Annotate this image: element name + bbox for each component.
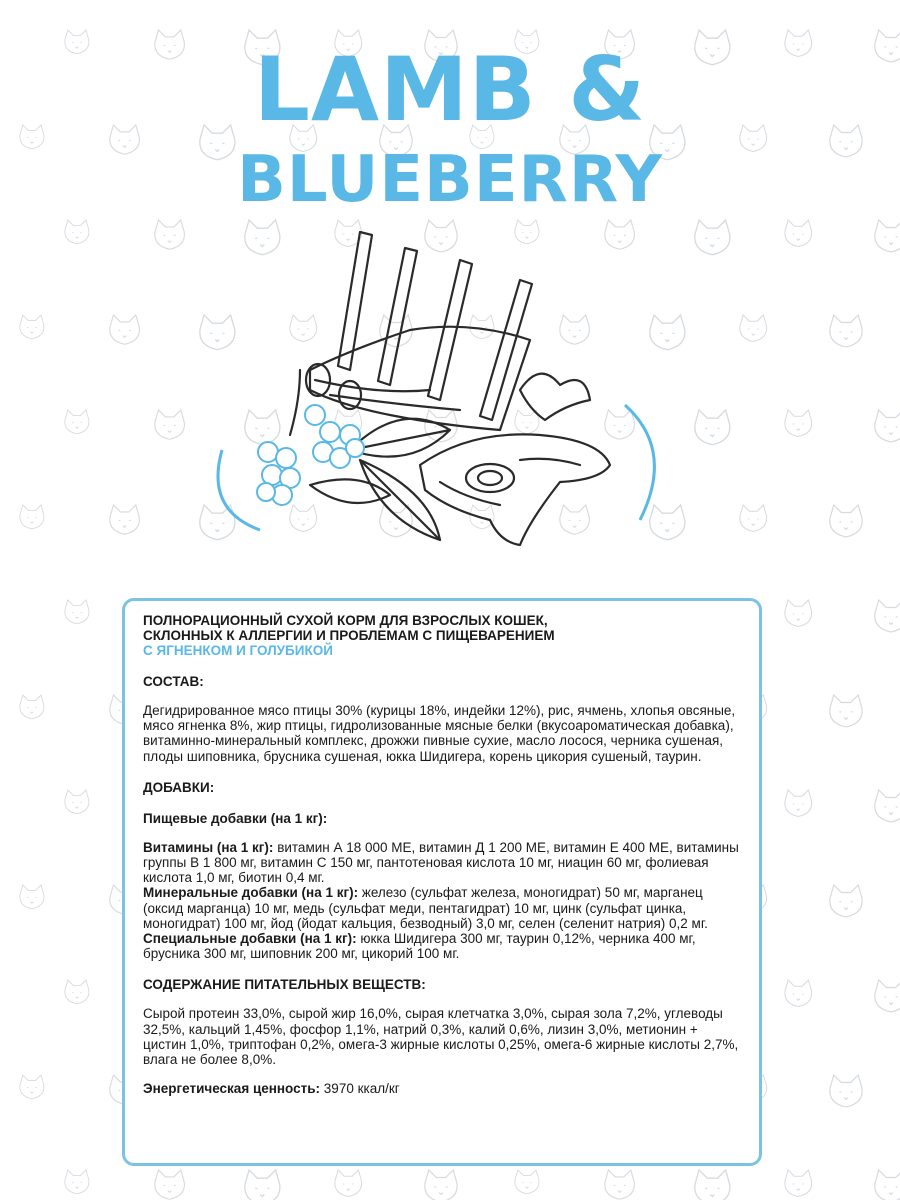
product-heading-line-1: ПОЛНОРАЦИОННЫЙ СУХОЙ КОРМ ДЛЯ ВЗРОСЛЫХ КОШЕК, (143, 613, 548, 628)
cat-doodle-icon (20, 695, 44, 719)
cat-doodle-icon (695, 1170, 730, 1200)
left-blue-arc (218, 450, 260, 530)
cat-doodle-icon (830, 1075, 862, 1107)
cat-doodle-icon (785, 980, 812, 1007)
cat-doodle-icon (785, 600, 812, 627)
special-additives-label: Специальные добавки (на 1 кг): (143, 931, 357, 947)
vitamins-paragraph (143, 840, 741, 886)
cat-doodle-icon (695, 220, 730, 255)
cat-doodle-icon (785, 1170, 812, 1197)
cat-doodle-icon (830, 315, 862, 347)
minerals-text: железо (сульфат железа, моногидрат) 50 мг, марганец (оксид марганца) 10 мг, медь (сульфат меди, пентагидрат) 10 мг, цинк (сульфат цинка, моногидрат) 100 мг, йод (йодат кальция, безводный) 3,0 мг, селен (селенит натрия) 0,2 мг. (143, 885, 708, 931)
cat-doodle-icon (20, 505, 44, 529)
composition-text: Дегидрированное мясо птицы 30% (курицы 18%, индейки 12%), рис, ячмень, хлопья овсяные, мясо ягненка 8%, жир птицы, гидролизованные мясные белки (вкусоароматическая добавка), витаминно-минеральный комплекс, дрожжи пивные сухие, масло лосося, черника сушеная, плоды шиповника, брусника сушеная, юкка Шидигера, корень цикория сушеный, таурин. (143, 703, 736, 764)
blueberries-icon (257, 405, 364, 505)
cat-doodle-icon (875, 1170, 900, 1200)
energy-paragraph (143, 1081, 741, 1096)
lamb-rack-blueberry-illustration (200, 220, 680, 600)
cat-doodle-icon (65, 220, 89, 244)
right-blue-arc (625, 405, 654, 520)
cat-doodle-icon (20, 1075, 44, 1099)
cat-doodle-icon (65, 790, 89, 814)
cat-doodle-icon (875, 220, 900, 252)
cat-doodle-icon (155, 220, 185, 249)
cat-doodle-icon (110, 505, 140, 534)
special-additives-text: юкка Шидигера 300 мг, таурин 0,12%, черника 400 мг, брусника 300 мг, шиповник 200 мг, цикорий 100 мг. (143, 931, 696, 962)
nutrients-text: Сырой протеин 33,0%, сырой жир 16,0%, сырая клетчатка 3,0%, сырая зола 7,2%, углеводы 32,5%, кальций 1,45%, фосфор 1,1%, натрий 0,3%, калий 0,6%, лизин 3,0%, метионин + цистин 1,0%, триптофан 0,2%, омега-3 жирные кислоты 0,25%, омега-6 жирные кислоты 2,7%, влага не более 8,0%. (143, 1006, 739, 1068)
food-additives-title: Пищевые добавки (на 1 кг): (143, 810, 328, 826)
minerals-label: Минеральные добавки (на 1 кг): (143, 885, 359, 901)
product-heading-line-2: СКЛОННЫХ К АЛЛЕРГИИ И ПРОБЛЕМАМ С ПИЩЕВАРЕНИЕМ (143, 628, 555, 643)
additives-title: ДОБАВКИ: (143, 779, 215, 795)
title-line-1: LAMB & (253, 38, 647, 141)
cat-doodle-icon (785, 220, 812, 247)
cat-doodle-icon (335, 1170, 362, 1197)
cat-doodle-icon (155, 410, 185, 439)
cat-doodle-icon (785, 790, 812, 817)
lamb-steak-icon (420, 434, 610, 545)
cat-doodle-icon (605, 1170, 635, 1199)
vitamins-text: витамин А 18 000 МЕ, витамин Д 1 200 МЕ, витамин Е 400 МЕ, витамины группы В 1 800 мг, витамин С 150 мг, пантотеновая кислота 10 мг, ниацин 60 мг, фолиевая кислота 1,0 мг, биотин 0,4 мг. (143, 839, 739, 886)
cat-doodle-icon (245, 1170, 280, 1200)
cat-doodle-icon (695, 410, 730, 445)
cat-doodle-icon (425, 1170, 457, 1200)
cat-doodle-icon (110, 315, 140, 344)
cat-doodle-icon (830, 505, 862, 537)
cat-doodle-icon (155, 1170, 185, 1199)
nutrients-title: СОДЕРЖАНИЕ ПИТАТЕЛЬНЫХ ВЕЩЕСТВ: (143, 977, 426, 993)
cat-doodle-icon (830, 885, 862, 917)
cat-doodle-icon (785, 410, 812, 437)
product-info-panel (122, 598, 762, 1166)
title-line-2: BLUEBERRY (237, 143, 663, 217)
cat-doodle-icon (875, 410, 900, 442)
cat-doodle-icon (65, 410, 89, 434)
vitamins-label: Витамины (на 1 кг): (143, 839, 274, 855)
cat-doodle-icon (875, 980, 900, 1012)
special-additives-paragraph (143, 931, 741, 961)
cat-doodle-icon (740, 505, 767, 532)
energy-value: 3970 ккал/кг (320, 1081, 400, 1097)
cat-doodle-icon (740, 315, 767, 342)
cat-doodle-icon (875, 790, 900, 822)
cat-doodle-icon (20, 885, 44, 909)
cat-doodle-icon (20, 315, 44, 339)
composition-title: СОСТАВ: (143, 674, 204, 689)
energy-label: Энергетическая ценность: (143, 1081, 321, 1097)
cat-doodle-icon (65, 600, 89, 624)
cat-doodle-icon (65, 1170, 89, 1194)
cat-doodle-icon (875, 600, 900, 632)
rack-of-lamb-icon (306, 232, 532, 430)
cat-doodle-icon (830, 695, 862, 727)
product-subheading: С ЯГНЕНКОМ И ГОЛУБИКОЙ (143, 643, 333, 658)
minerals-paragraph (143, 885, 741, 931)
cat-doodle-icon (515, 1170, 539, 1194)
cat-doodle-icon (65, 980, 89, 1004)
